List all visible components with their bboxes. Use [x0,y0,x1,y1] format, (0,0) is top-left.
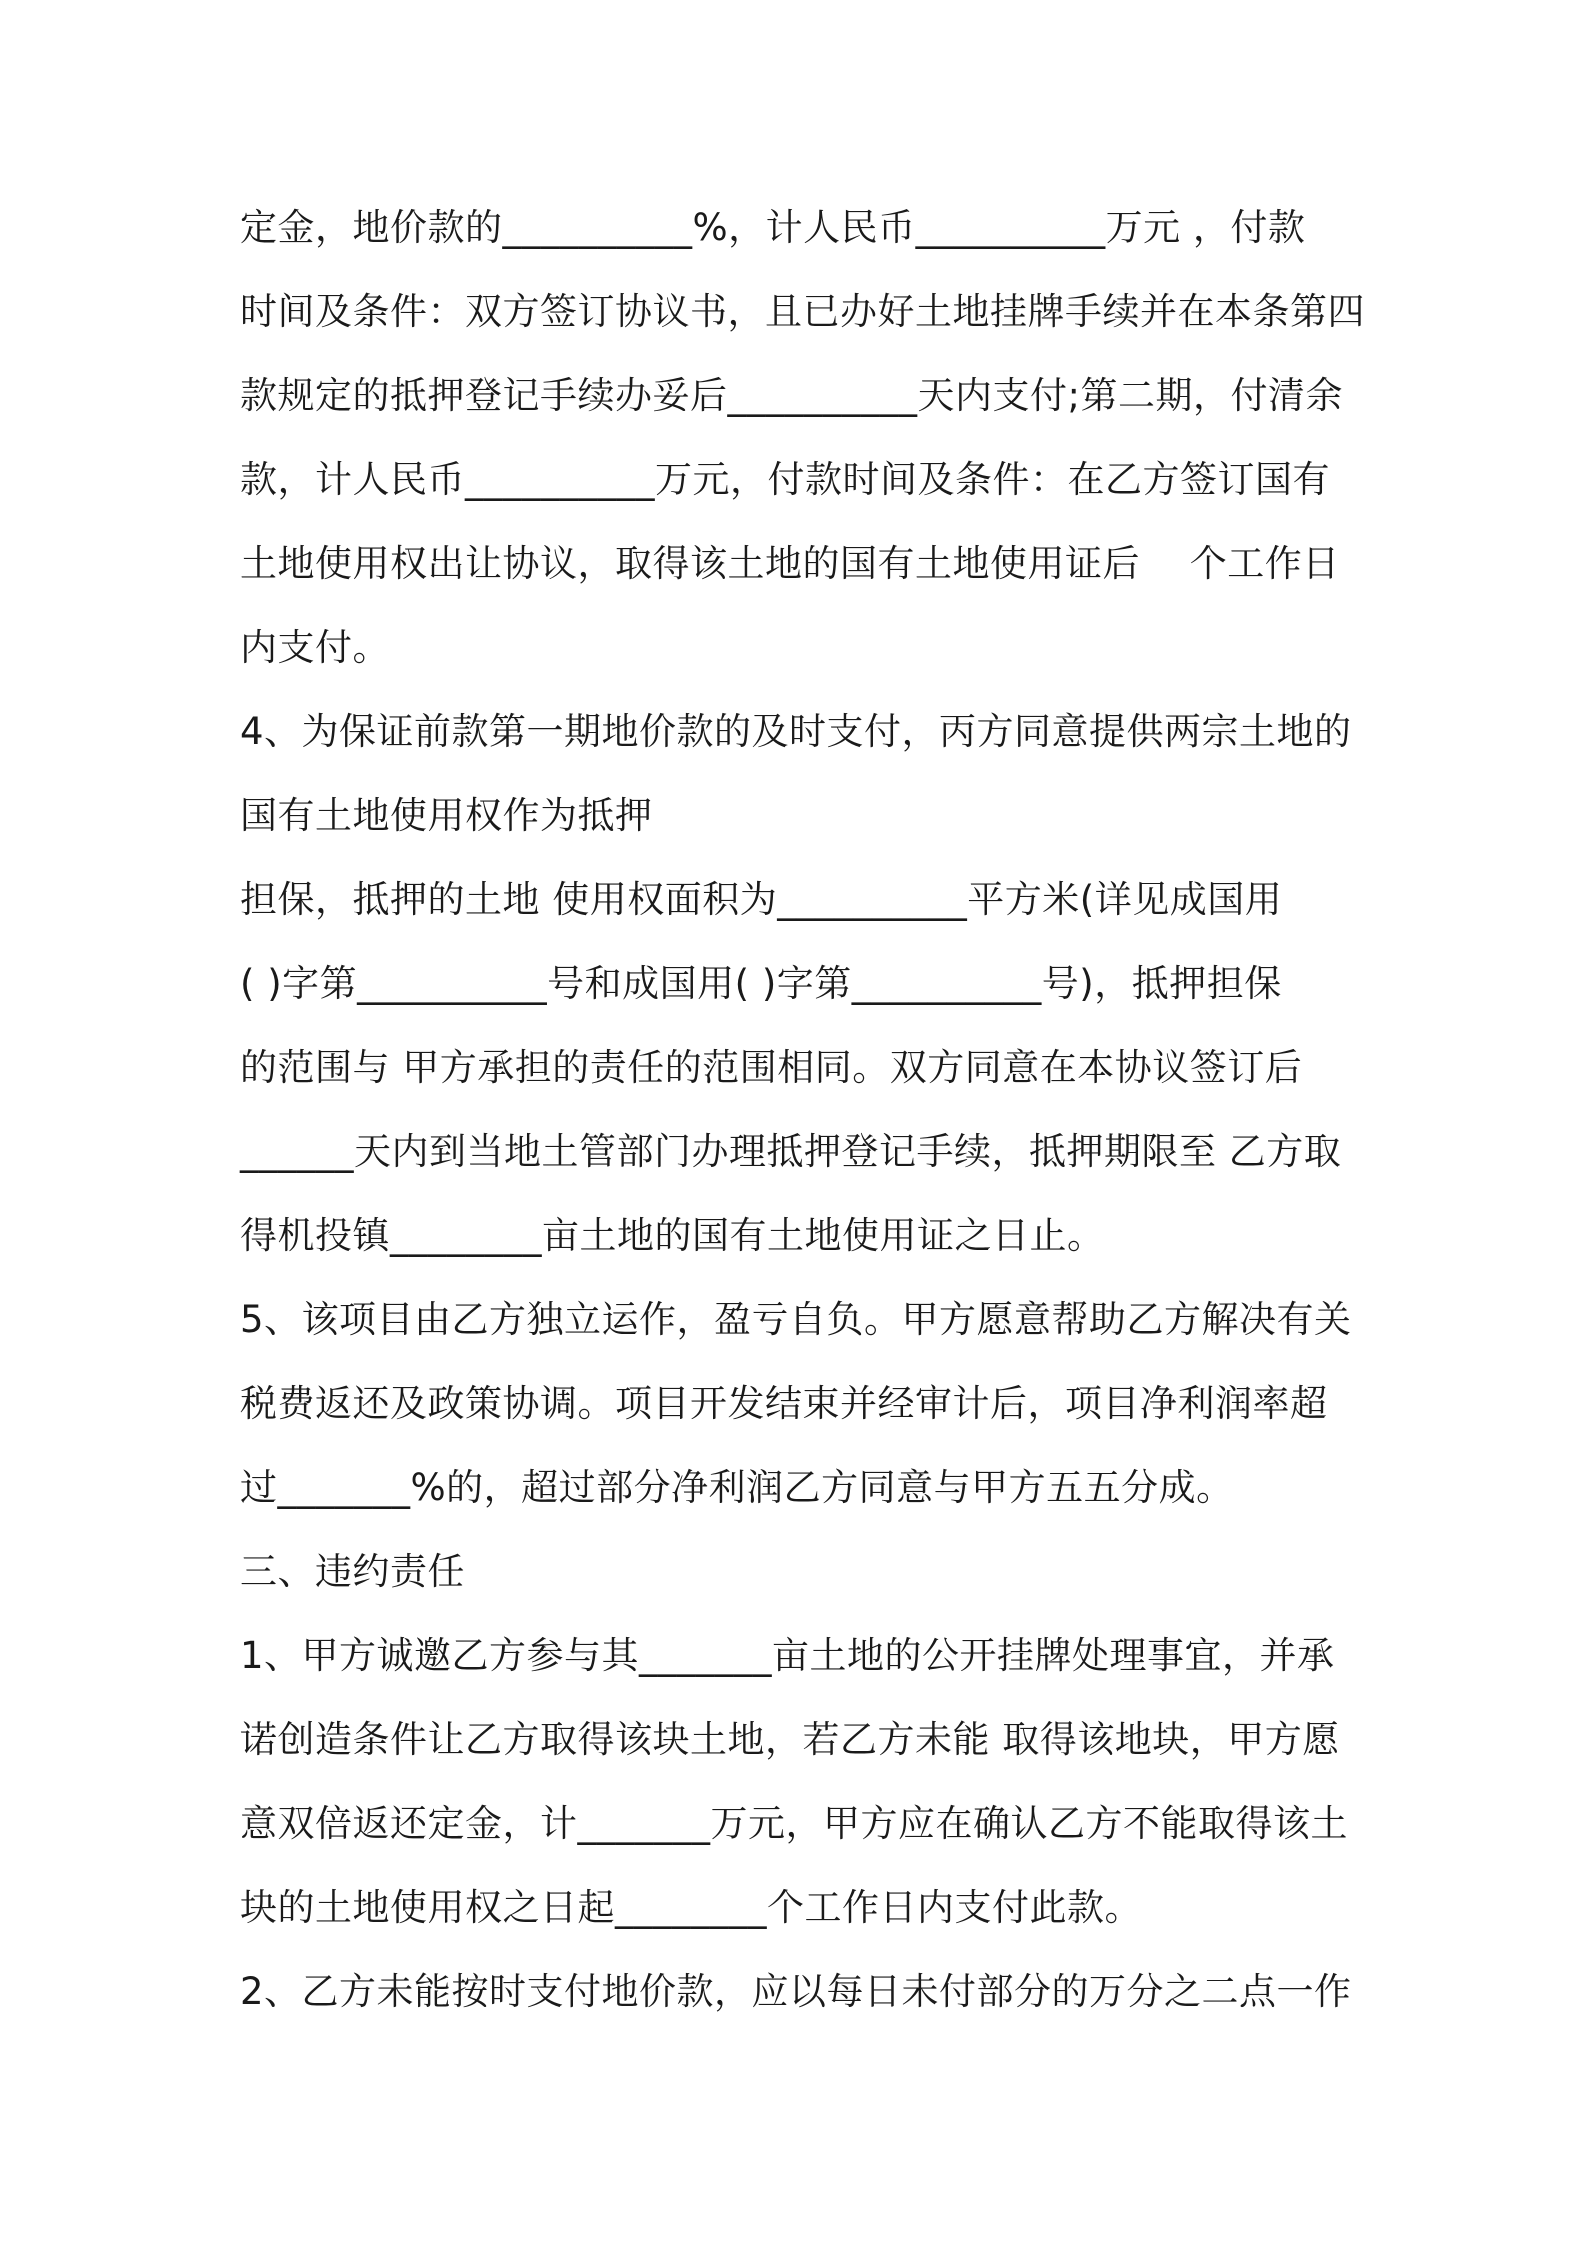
text-line: 款规定的抵押登记手续办妥后__________天内支付;第二期，付清余 [240,374,1343,417]
text-line: ( )字第__________号和成国用( )字第__________号)，抵押担保 [240,962,1282,1005]
text-line: 担保，抵押的土地 使用权面积为__________平方米(详见成国用 [240,878,1283,921]
text-line: 税费返还及政策协调。项目开发结束并经审计后，项目净利润率超 [240,1382,1328,1425]
text-line: 过_______%的，超过部分净利润乙方同意与甲方五五分成。 [240,1466,1234,1509]
text-line: 得机投镇________亩土地的国有土地使用证之日止。 [240,1214,1105,1257]
text-line: 5、该项目由乙方独立运作，盈亏自负。甲方愿意帮助乙方解决有关 [240,1298,1352,1341]
text-line: 1、甲方诚邀乙方参与其_______亩土地的公开挂牌处理事宜，并承 [240,1634,1335,1677]
text-line: 2、乙方未能按时支付地价款，应以每日未付部分的万分之二点一作 [240,1970,1352,2013]
text-line: 国有土地使用权作为抵押 [240,794,653,837]
text-line: 的范围与 甲方承担的责任的范围相同。双方同意在本协议签订后 [240,1046,1303,1089]
text-line: 款，计人民币__________万元，付款时间及条件：在乙方签订国有 [240,458,1330,501]
text-line: 土地使用权出让协议，取得该土地的国有土地使用证后 个工作日 [240,542,1340,585]
text-line: ______天内到当地土管部门办理抵押登记手续，抵押期限至 乙方取 [240,1130,1342,1173]
text-line: 内支付。 [240,626,390,669]
text-line: 诺创造条件让乙方取得该块土地，若乙方未能 取得该地块，甲方愿 [240,1718,1340,1761]
section-heading: 三、违约责任 [240,1550,465,1593]
text-line: 定金，地价款的__________%，计人民币__________万元 ，付款 [240,206,1306,249]
text-line: 块的土地使用权之日起________个工作日内支付此款。 [240,1886,1142,1929]
text-line: 4、为保证前款第一期地价款的及时支付，丙方同意提供两宗土地的 [240,710,1352,753]
text-line: 意双倍返还定金，计_______万元，甲方应在确认乙方不能取得该土 [240,1802,1348,1845]
text-line: 时间及条件：双方签订协议书，且已办好土地挂牌手续并在本条第四 [240,290,1365,333]
